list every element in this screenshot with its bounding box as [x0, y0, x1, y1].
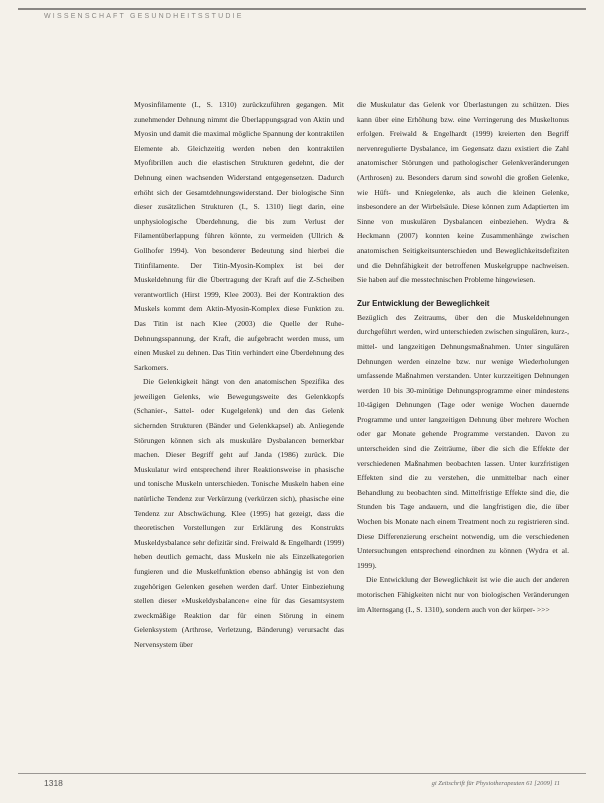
header-rule — [18, 8, 586, 10]
right-paragraph-2: Bezüglich des Zeitraums, über den die Muskeldehnungen durchgeführt werden, wird unterschieden zwischen singulären, kurz-, mittel- und langzeitigen Dehnungsmaßnahmen. Unter singulären Dehnungen werden einzelne bzw. nur wenige Wiederholungen umfassende Maßnahmen verstanden. Unter kurzzeitigen Dehnungen werden 10 bis 30-minütige Dehnungsprogramme einer mindestens 10-tägigen Dehnungen (Tage oder wenige Wochen dauernde Programme und unter langzeitigen Dehnung über mehrere Wochen oder gar Monate gehende Programme verstanden. Davon zu unterscheiden sind die Zeiträume, über die sich die Effekte der verschiedenen Maßnahmen beobachten lassen. Unter kurzfristigen Effekten sind die zu verstehen, die unmittelbar nach einer Behandlung zu beobachten sind. Mittelfristige Effekte sind die, die Stunden bis Tage andauern, und die langfristigen die, die über Wochen bis Monate nach einem Treatment noch zu registrieren sind. Diese Differenzierung erscheint notwendig, um die verschiedenen Untersuchungen entsprechend einordnen zu können (Wydra et al. 1999). — [357, 312, 569, 570]
section-label: WISSENSCHAFT GESUNDHEITSSTUDIE — [44, 13, 244, 20]
right-paragraph-1: die Muskulatur das Gelenk vor Überlastungen zu schützen. Dies kann über eine Erhöhung bzw. eine Verringerung des Muskeltonus erfolgen. Freiwald & Engelhardt (1999) kreierten den Begriff nervenregulierte Dysbalance, im Gegensatz dazu existiert die Zahl anatomischer Störungen und pathologischer Gelenkveränderungen (Arthrosen) zu. Besonders darum sind sowohl die großen Gelenke, wie Hüft- und Kniegelenke, als auch die kleinen Gelenke, insbesondere an der Wirbelsäule. Diese können zum Adaptierten im Sinne von muskulären Dysbalancen einbeziehen. Wydra & Heckmann (2007) konnten keine Zusammenhänge zwischen anatomischen Seitigkeitsunterschieden und Beweglichkeitsdefiziten und die Dehnfähigkeit der betroffenen Muskelgruppe nachweisen. Sie haben auf die messtechnischen Probleme hingewiesen. — [357, 100, 569, 285]
right-paragraph-3: Die Entwicklung der Beweglichkeit ist wie die auch der anderen motorischen Fähigkeiten nicht nur von biologischen Veränderungen im Alternsgang (I., S. 1310), sondern auch von der körper- >>> — [357, 575, 569, 614]
footer-rule — [18, 773, 586, 774]
left-paragraph-2: Die Gelenkigkeit hängt von den anatomischen Spezifika des jeweiligen Gelenks, wie Bewegungsweite des Gelenkkopfs (Schanier-, Sattel- oder Kugelgelenk) und den das Gelenk sichernden Strukturen (Bänder und Gelenkkapsel) ab. Anliegende Störungen können sich als muskuläre Dysbalancen bemerkbar machen. Dieser Begriff geht auf Janda (1986) zurück. Die Muskulatur wird entsprechend ihrer Reaktionsweise in phasische und tonische Muskeln unterschieden. Tonische Muskeln haben eine natürliche Tendenz zur Verkürzung (verkürzen sich), phasische eine Tendenz zur Abschwächung. Klee (1995) hat gezeigt, dass die theoretischen Vorstellungen zur Erklärung des Konstrukts Muskeldysbalance sehr defizitär sind. Freiwald & Engelhardt (1999) heben deutlich gemacht, dass Muskeln nie als Einzelkategorien fungieren und die Muskelfunktion ebenso abhängig ist von den zugehörigen Gelenken gesehen werden darf. Unter Einbeziehung stellen dieser »Muskeldysbalancen« eine für das Gesamtsystem zweckmäßige Reaktion dar für einen Störung in einem Gelenksystem (Arthrose, Verletzung, Bänderung) verursacht das Nervensystem über — [134, 377, 344, 649]
section-heading: Zur Entwicklung der Beweglichkeit — [357, 298, 490, 308]
left-column — [134, 98, 344, 653]
journal-citation: gi Zeitschrift für Physiotherapeuten 61 [2009] 11 — [431, 780, 560, 787]
page-number: 1318 — [44, 778, 63, 788]
right-column — [357, 98, 569, 617]
left-paragraph-1: Myosinfilamente (I., S. 1310) zurückzuführen gegangen. Mit zunehmender Dehnung nimmt die Überlappungsgrad von Aktin und Myosin und damit die maximal mögliche Spannung der kontraktilen Elemente ab. Gleichzeitig werden neben den kontraktilen Myofibrillen auch die elastischen Strukturen gedehnt, die der Dehnung einen wachsenden Widerstand entgegensetzen. Dadurch erhöht sich der Gesamtdehnungswiderstand. Der biologische Sinn dieser zusätzlichen Strukturen (I., S. 1310) liegt darin, eine unphysiologische Überdehnung, die bis zum Verlust der Filamentüberlappung führen könnte, zu vermeiden (Ullrich & Gollhofer 1994). Von besonderer Bedeutung sind hierbei die Titinfilamente. Der Titin-Myosin-Komplex ist bei der Muskeldehnung für die Übertragung der Kraft auf die Z-Scheiben verantwortlich (Hirst 1999, Klee 2003). Bei der Kontraktion des Muskels kommt dem Aktin-Myosin-Komplex diese Funktion zu. Das Titin ist nach Klee (2003) die Quelle der Ruhe-Dehnungsspannung, der Kraft, die aufgebracht werden muss, um einen Muskel zu dehnen. Das Titin verhindert eine Überdehnung des Sarkomers. — [134, 100, 344, 372]
